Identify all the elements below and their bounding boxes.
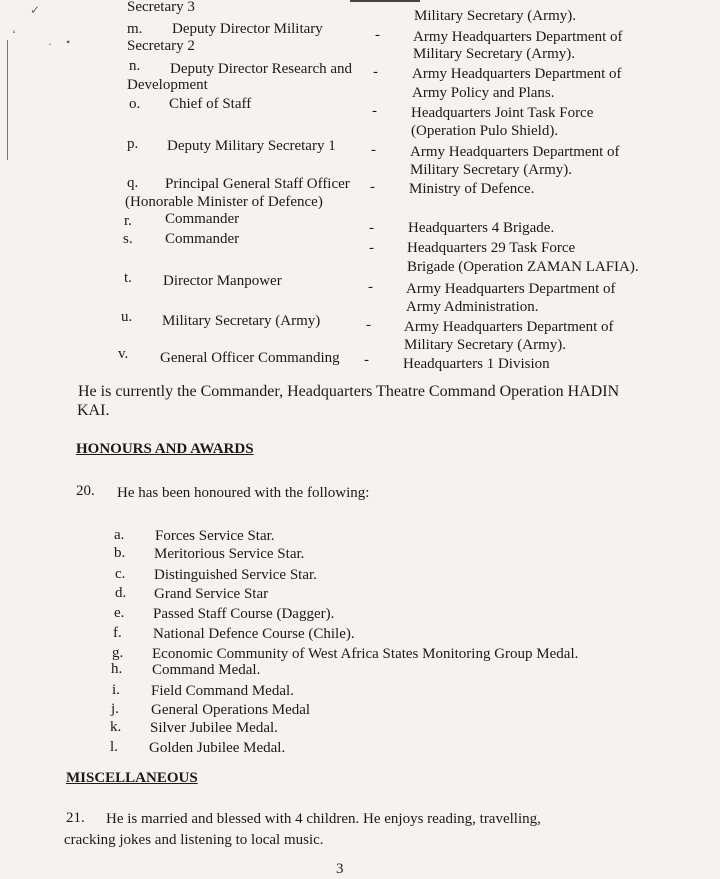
- award-letter: i.: [112, 682, 120, 698]
- honours-heading: HONOURS AND AWARDS: [76, 441, 254, 457]
- career-line: Secretary 3: [127, 0, 195, 15]
- career-line: r.: [124, 213, 132, 229]
- career-line: Secretary 2: [127, 38, 195, 54]
- award-text: Silver Jubilee Medal.: [150, 720, 278, 736]
- career-unit-line: Army Headquarters Department of: [410, 144, 620, 160]
- career-line: Deputy Director Military: [172, 21, 323, 37]
- career-dash: -: [364, 352, 369, 368]
- award-letter: k.: [110, 719, 122, 735]
- current-role-line2: KAI.: [77, 402, 110, 419]
- career-dash: -: [369, 220, 374, 236]
- career-dash: -: [369, 240, 374, 256]
- career-line: Development: [127, 77, 208, 93]
- honours-para-number: 20.: [76, 483, 95, 499]
- misc-heading: MISCELLANEOUS: [66, 770, 198, 786]
- award-letter: d.: [115, 585, 127, 601]
- career-line: Deputy Military Secretary 1: [167, 138, 336, 154]
- career-unit-line: Headquarters 29 Task Force: [407, 240, 576, 256]
- career-unit-line: Army Headquarters Department of: [413, 29, 623, 45]
- career-line: Chief of Staff: [169, 96, 252, 112]
- award-letter: a.: [114, 527, 125, 543]
- award-letter: c.: [115, 566, 126, 582]
- award-text: General Operations Medal: [151, 702, 311, 718]
- career-unit-line: Army Administration.: [406, 299, 539, 315]
- award-text: Grand Service Star: [154, 586, 269, 602]
- award-letter: f.: [113, 625, 122, 641]
- career-unit-line: Military Secretary (Army).: [410, 162, 573, 178]
- award-letter: b.: [114, 545, 126, 561]
- career-line: Principal General Staff Officer: [165, 176, 350, 192]
- career-line: n.: [129, 58, 141, 74]
- career-line: Commander: [165, 231, 240, 247]
- award-letter: h.: [111, 661, 123, 677]
- career-unit-line: Headquarters 4 Brigade.: [408, 220, 555, 236]
- award-text: Passed Staff Course (Dagger).: [153, 606, 335, 622]
- award-text: Distinguished Service Star.: [154, 567, 317, 583]
- career-line: Deputy Director Research and: [170, 61, 353, 77]
- page-number: 3: [336, 861, 344, 877]
- award-text: Golden Jubilee Medal.: [149, 740, 286, 756]
- career-line: s.: [123, 231, 133, 247]
- career-line: t.: [124, 270, 132, 286]
- career-unit-line: Brigade (Operation ZAMAN LAFIA).: [407, 259, 639, 275]
- career-unit-line: Military Secretary (Army).: [414, 8, 577, 24]
- career-unit-line: Army Policy and Plans.: [412, 85, 555, 101]
- award-text: Economic Community of West Africa States Monitoring Group Medal.: [152, 646, 579, 662]
- career-unit-line: Army Headquarters Department of: [404, 319, 614, 335]
- award-text: Field Command Medal.: [151, 683, 294, 699]
- career-line: m.: [127, 21, 143, 37]
- career-line: Commander: [165, 211, 240, 227]
- career-dash: -: [375, 27, 380, 43]
- margin-mark: ʻ: [12, 27, 16, 41]
- career-unit-line: Military Secretary (Army).: [413, 46, 576, 62]
- award-text: Command Medal.: [152, 662, 261, 678]
- career-line: o.: [129, 96, 141, 112]
- career-line: q.: [127, 175, 139, 191]
- career-line: u.: [121, 309, 133, 325]
- margin-mark: ·: [48, 37, 52, 51]
- career-unit-line: Army Headquarters Department of: [406, 281, 616, 297]
- career-unit-line: Headquarters 1 Division: [403, 356, 550, 372]
- margin-mark: ✓: [30, 3, 41, 17]
- career-unit-line: Army Headquarters Department of: [412, 66, 622, 82]
- left-margin-line: [7, 40, 8, 160]
- career-unit-line: Ministry of Defence.: [409, 181, 535, 197]
- misc-line1: He is married and blessed with 4 children. He enjoys reading, travelling,: [106, 811, 541, 827]
- career-line: p.: [127, 136, 139, 152]
- career-unit-line: (Operation Pulo Shield).: [411, 123, 559, 139]
- misc-para-number: 21.: [66, 810, 85, 826]
- career-line: (Honorable Minister of Defence): [125, 194, 323, 210]
- award-text: National Defence Course (Chile).: [153, 626, 355, 642]
- career-line: General Officer Commanding: [160, 350, 340, 366]
- award-text: Forces Service Star.: [155, 528, 275, 544]
- career-dash: -: [370, 179, 375, 195]
- career-dash: -: [373, 64, 378, 80]
- misc-line2: cracking jokes and listening to local music.: [64, 832, 324, 848]
- career-dash: -: [372, 103, 377, 119]
- award-text: Meritorious Service Star.: [154, 546, 305, 562]
- career-unit-line: Military Secretary (Army).: [404, 337, 567, 353]
- career-dash: -: [371, 142, 376, 158]
- honours-intro: He has been honoured with the following:: [117, 485, 370, 501]
- career-dash: -: [368, 279, 373, 295]
- redacted-top-rule: [350, 0, 420, 2]
- award-letter: g.: [112, 645, 124, 661]
- career-dash: -: [366, 317, 371, 333]
- current-role-line1: He is currently the Commander, Headquarters Theatre Command Operation HADIN: [78, 383, 620, 400]
- award-letter: j.: [111, 701, 119, 717]
- career-unit-line: Headquarters Joint Task Force: [411, 105, 594, 121]
- career-line: Military Secretary (Army): [162, 313, 321, 329]
- award-letter: e.: [114, 605, 125, 621]
- award-letter: l.: [110, 739, 118, 755]
- margin-mark: •: [66, 35, 71, 49]
- career-line: v.: [118, 346, 129, 362]
- career-line: Director Manpower: [163, 273, 282, 289]
